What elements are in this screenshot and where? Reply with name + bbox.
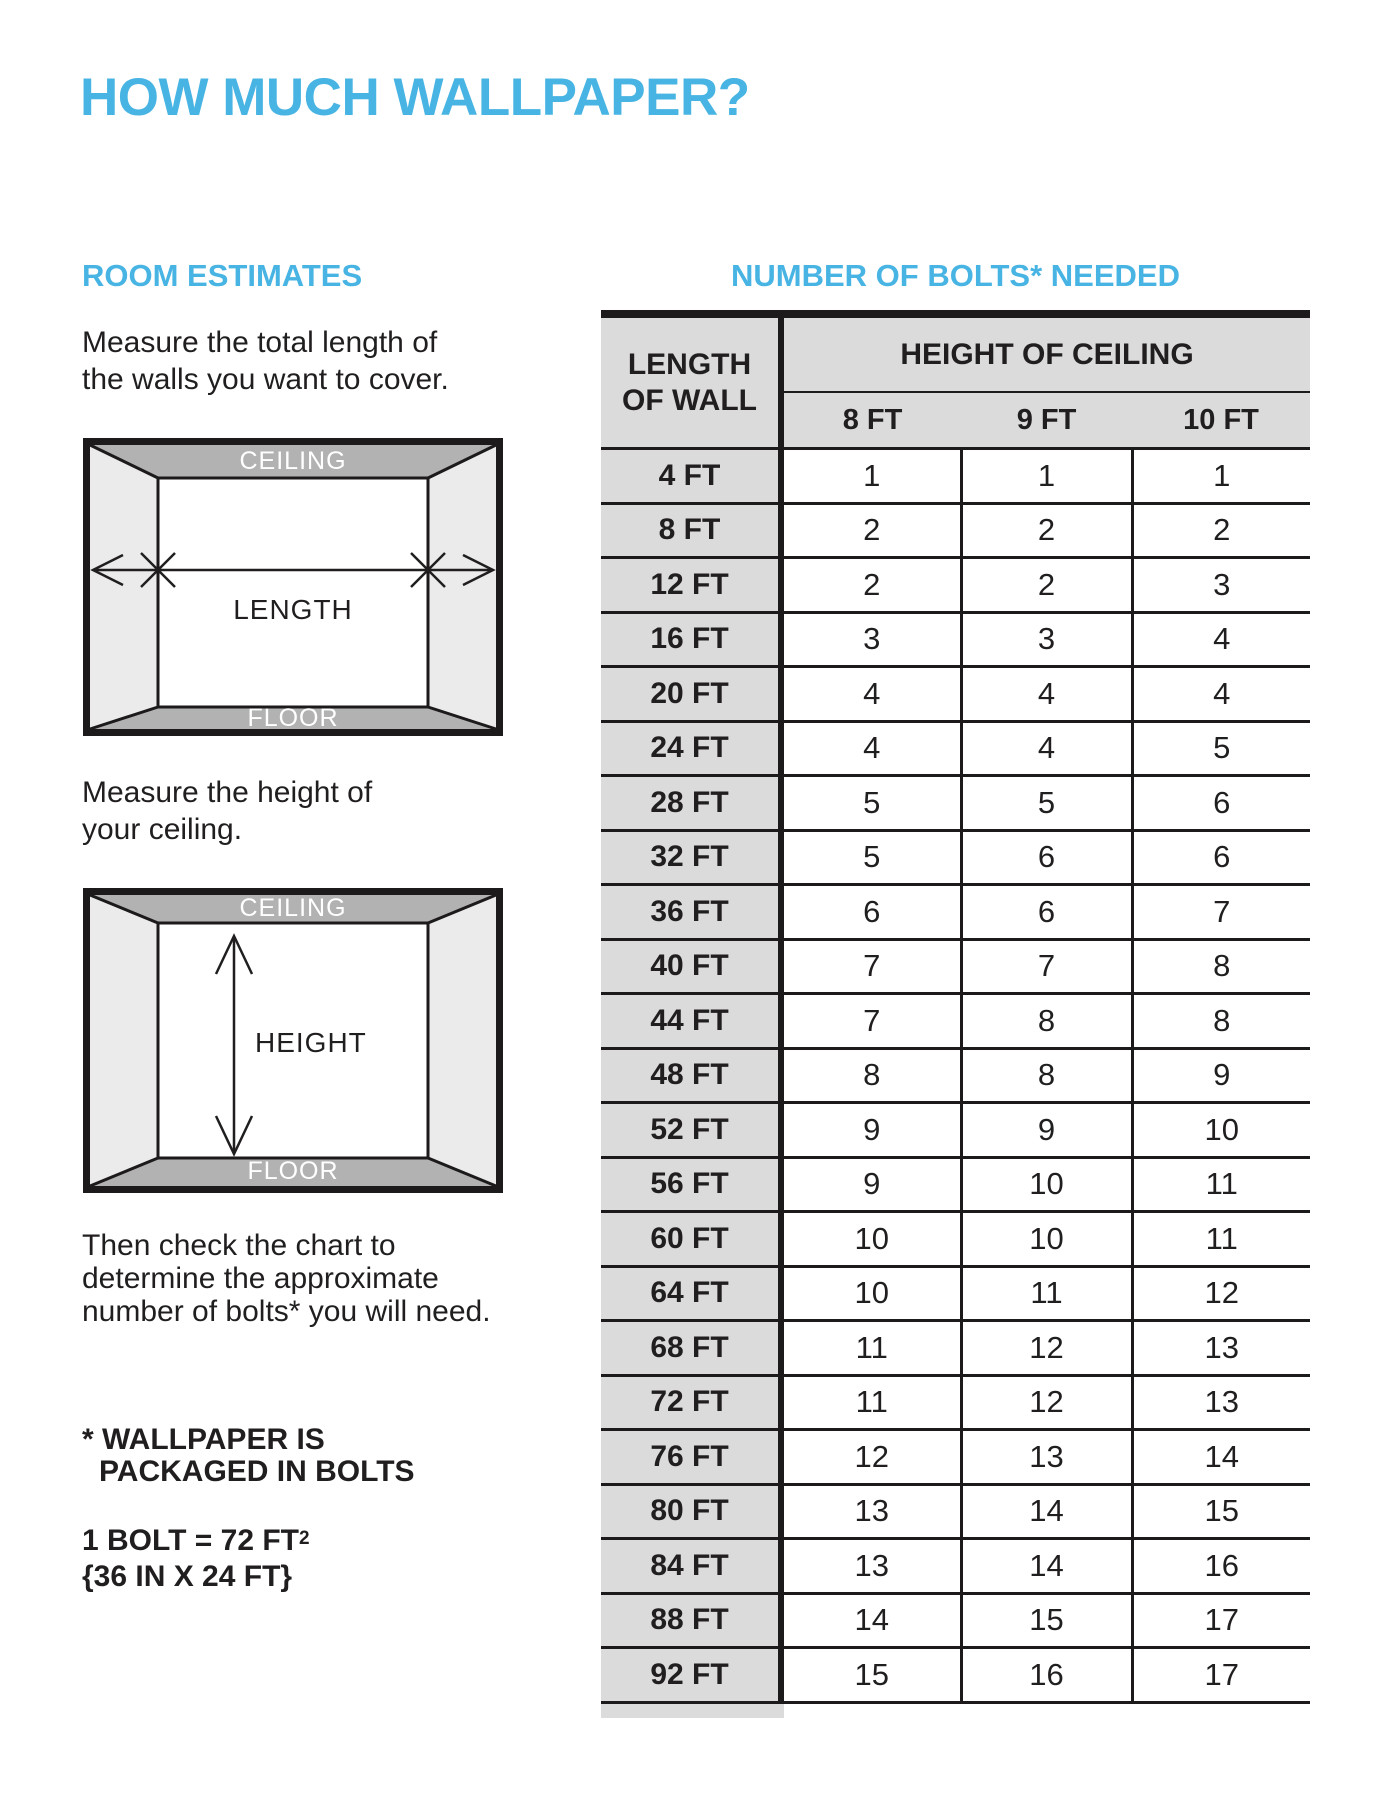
bolt-count-cell: 13	[781, 1539, 961, 1594]
right-wall	[428, 445, 496, 729]
bolt-count-cell: 16	[1132, 1539, 1310, 1594]
bolt-count-cell: 2	[781, 503, 961, 558]
wall-length-cell: 24 FT	[601, 721, 781, 776]
bolt-count-cell: 1	[781, 449, 961, 504]
column-header-8ft: 8 FT	[781, 392, 961, 449]
column-header-9ft: 9 FT	[961, 392, 1132, 449]
bolt-count-cell: 9	[961, 1103, 1132, 1158]
bolt-count-cell: 4	[961, 667, 1132, 722]
bolts-table	[601, 318, 1310, 1704]
wallpaper-bolts-footnote	[82, 1424, 415, 1488]
instruction-measure-height	[82, 774, 372, 848]
bolt-count-cell: 12	[961, 1321, 1132, 1376]
table-row	[601, 1103, 1310, 1158]
bolt-count-cell: 2	[961, 503, 1132, 558]
wall-length-cell: 28 FT	[601, 776, 781, 831]
wall-length-cell: 80 FT	[601, 1484, 781, 1539]
bolt-count-cell: 10	[961, 1212, 1132, 1267]
table-row	[601, 1266, 1310, 1321]
bolt-count-cell: 6	[961, 885, 1132, 940]
text-line: PACKAGED IN BOLTS	[99, 1455, 415, 1488]
wall-length-cell: 52 FT	[601, 1103, 781, 1158]
bolt-count-cell: 5	[781, 776, 961, 831]
length-label: LENGTH	[233, 594, 353, 625]
header-line: OF WALL	[622, 383, 757, 417]
table-row	[601, 503, 1310, 558]
bolt-count-cell: 9	[781, 1103, 961, 1158]
bolt-count-cell: 6	[961, 830, 1132, 885]
bolt-count-cell: 6	[1132, 830, 1310, 885]
table-top-bar	[601, 310, 1310, 318]
ceiling-label: CEILING	[239, 447, 347, 475]
table-row	[601, 885, 1310, 940]
page-title: HOW MUCH WALLPAPER?	[80, 68, 750, 127]
table-row	[601, 612, 1310, 667]
table-row	[601, 449, 1310, 504]
bolt-count-cell: 6	[781, 885, 961, 940]
bolt-count-cell: 13	[961, 1430, 1132, 1485]
text-line: * WALLPAPER IS	[82, 1423, 325, 1456]
bolt-count-cell: 3	[961, 612, 1132, 667]
bolt-count-cell: 1	[1132, 449, 1310, 504]
bolt-count-cell: 15	[1132, 1484, 1310, 1539]
bolt-dimensions: {36 IN X 24 FT}	[82, 1560, 293, 1593]
bolt-count-cell: 10	[781, 1212, 961, 1267]
bolt-count-cell: 17	[1132, 1648, 1310, 1703]
text-line: Then check the chart to	[82, 1229, 396, 1262]
bolt-count-cell: 2	[961, 558, 1132, 613]
table-row	[601, 1157, 1310, 1212]
wall-length-cell: 56 FT	[601, 1157, 781, 1212]
bolt-count-cell: 9	[781, 1157, 961, 1212]
ceiling-label: CEILING	[239, 894, 347, 922]
wall-length-cell: 8 FT	[601, 503, 781, 558]
left-wall	[90, 895, 158, 1186]
bolt-count-cell: 15	[961, 1593, 1132, 1648]
bolt-count-cell: 17	[1132, 1593, 1310, 1648]
table-footer-stub	[601, 1704, 784, 1718]
bolt-count-cell: 4	[1132, 612, 1310, 667]
text-line: Measure the total length of	[82, 326, 438, 359]
table-row	[601, 1539, 1310, 1594]
bolt-count-cell: 15	[781, 1648, 961, 1703]
bolt-count-cell: 8	[961, 1048, 1132, 1103]
superscript-two: 2	[299, 1528, 310, 1549]
wall-length-cell: 48 FT	[601, 1048, 781, 1103]
bolt-count-cell: 13	[781, 1484, 961, 1539]
floor-label: FLOOR	[247, 704, 339, 732]
bolt-count-cell: 2	[781, 558, 961, 613]
bolt-equation: 1 BOLT = 72 $FT^2$	[82, 1524, 310, 1557]
bolt-count-cell: 3	[781, 612, 961, 667]
table-row	[601, 1484, 1310, 1539]
instruction-check-chart	[82, 1229, 491, 1328]
table-row	[601, 939, 1310, 994]
bolt-count-cell: 1	[961, 449, 1132, 504]
right-wall	[428, 895, 496, 1186]
bolts-table-wrap	[601, 310, 1310, 1704]
room-estimates-heading: ROOM ESTIMATES	[82, 258, 363, 293]
bolt-count-cell: 8	[961, 994, 1132, 1049]
wall-length-cell: 40 FT	[601, 939, 781, 994]
height-label: HEIGHT	[255, 1027, 367, 1058]
wall-length-cell: 36 FT	[601, 885, 781, 940]
bolt-count-cell: 9	[1132, 1048, 1310, 1103]
wall-length-cell: 92 FT	[601, 1648, 781, 1703]
bolt-count-cell: 4	[781, 667, 961, 722]
table-row	[601, 1212, 1310, 1267]
bolt-count-cell: 12	[961, 1375, 1132, 1430]
bolt-count-cell: 4	[1132, 667, 1310, 722]
column-header-10ft: 10 FT	[1132, 392, 1310, 449]
room-length-diagram	[83, 438, 503, 736]
wall-length-cell: 76 FT	[601, 1430, 781, 1485]
bolt-count-cell: 5	[1132, 721, 1310, 776]
table-header-row	[601, 318, 1310, 392]
table-row	[601, 1321, 1310, 1376]
bolt-count-cell: 3	[1132, 558, 1310, 613]
text-line: your ceiling.	[82, 813, 243, 846]
wall-length-cell: 16 FT	[601, 612, 781, 667]
text-line: Measure the height of	[82, 776, 373, 809]
wall-length-cell: 20 FT	[601, 667, 781, 722]
table-row	[601, 1430, 1310, 1485]
bolt-count-cell: 4	[961, 721, 1132, 776]
bolt-count-cell: 7	[961, 939, 1132, 994]
bolt-count-cell: 7	[1132, 885, 1310, 940]
text-line: determine the approximate	[82, 1262, 439, 1295]
bolt-count-cell: 14	[1132, 1430, 1310, 1485]
table-row	[601, 830, 1310, 885]
length-of-wall-header	[601, 318, 781, 449]
bolt-count-cell: 11	[1132, 1157, 1310, 1212]
wall-length-cell: 88 FT	[601, 1593, 781, 1648]
bolt-count-cell: 11	[1132, 1212, 1310, 1267]
bolt-count-cell: 14	[781, 1593, 961, 1648]
table-row	[601, 776, 1310, 831]
table-row	[601, 1593, 1310, 1648]
wall-length-cell: 12 FT	[601, 558, 781, 613]
bolt-count-cell: 5	[961, 776, 1132, 831]
bolt-count-cell: 13	[1132, 1321, 1310, 1376]
floor-label: FLOOR	[247, 1157, 339, 1185]
bolt-count-cell: 7	[781, 939, 961, 994]
bolt-count-cell: 16	[961, 1648, 1132, 1703]
bolt-count-cell: 10	[961, 1157, 1132, 1212]
header-line: LENGTH	[627, 347, 752, 381]
wall-length-cell: 84 FT	[601, 1539, 781, 1594]
bolt-count-cell: 14	[961, 1539, 1132, 1594]
bolt-count-cell: 11	[781, 1375, 961, 1430]
bolt-count-cell: 4	[781, 721, 961, 776]
table-row	[601, 1048, 1310, 1103]
bolt-count-cell: 8	[1132, 994, 1310, 1049]
bolt-count-cell: 11	[781, 1321, 961, 1376]
bolt-count-cell: 8	[781, 1048, 961, 1103]
text-line: the walls you want to cover.	[82, 363, 449, 396]
bolt-count-cell: 8	[1132, 939, 1310, 994]
table-row	[601, 667, 1310, 722]
bolt-count-cell: 10	[781, 1266, 961, 1321]
bolt-count-cell: 10	[1132, 1103, 1310, 1158]
room-height-diagram	[83, 888, 503, 1193]
text-line: number of bolts* you will need.	[82, 1295, 491, 1328]
wall-length-cell: 64 FT	[601, 1266, 781, 1321]
bolt-count-cell: 2	[1132, 503, 1310, 558]
bolt-count-cell: 12	[781, 1430, 961, 1485]
wall-length-cell: 32 FT	[601, 830, 781, 885]
wall-length-cell: 4 FT	[601, 449, 781, 504]
bolt-size-info	[82, 1521, 310, 1595]
bolts-needed-heading: NUMBER OF BOLTS* NEEDED	[731, 258, 1180, 293]
table-row	[601, 1648, 1310, 1703]
table-row	[601, 721, 1310, 776]
table-row	[601, 994, 1310, 1049]
bolt-count-cell: 5	[781, 830, 961, 885]
bolt-count-cell: 11	[961, 1266, 1132, 1321]
bolt-count-cell: 7	[781, 994, 961, 1049]
table-row	[601, 558, 1310, 613]
left-wall	[90, 445, 158, 729]
bolt-count-cell: 6	[1132, 776, 1310, 831]
wall-length-cell: 44 FT	[601, 994, 781, 1049]
bolt-count-cell: 14	[961, 1484, 1132, 1539]
bolt-count-cell: 12	[1132, 1266, 1310, 1321]
height-of-ceiling-header: HEIGHT OF CEILING	[781, 318, 1310, 392]
table-row	[601, 1375, 1310, 1430]
back-wall	[158, 478, 428, 707]
instruction-measure-length	[82, 324, 449, 398]
wall-length-cell: 60 FT	[601, 1212, 781, 1267]
wall-length-cell: 68 FT	[601, 1321, 781, 1376]
bolt-count-cell: 13	[1132, 1375, 1310, 1430]
wall-length-cell: 72 FT	[601, 1375, 781, 1430]
